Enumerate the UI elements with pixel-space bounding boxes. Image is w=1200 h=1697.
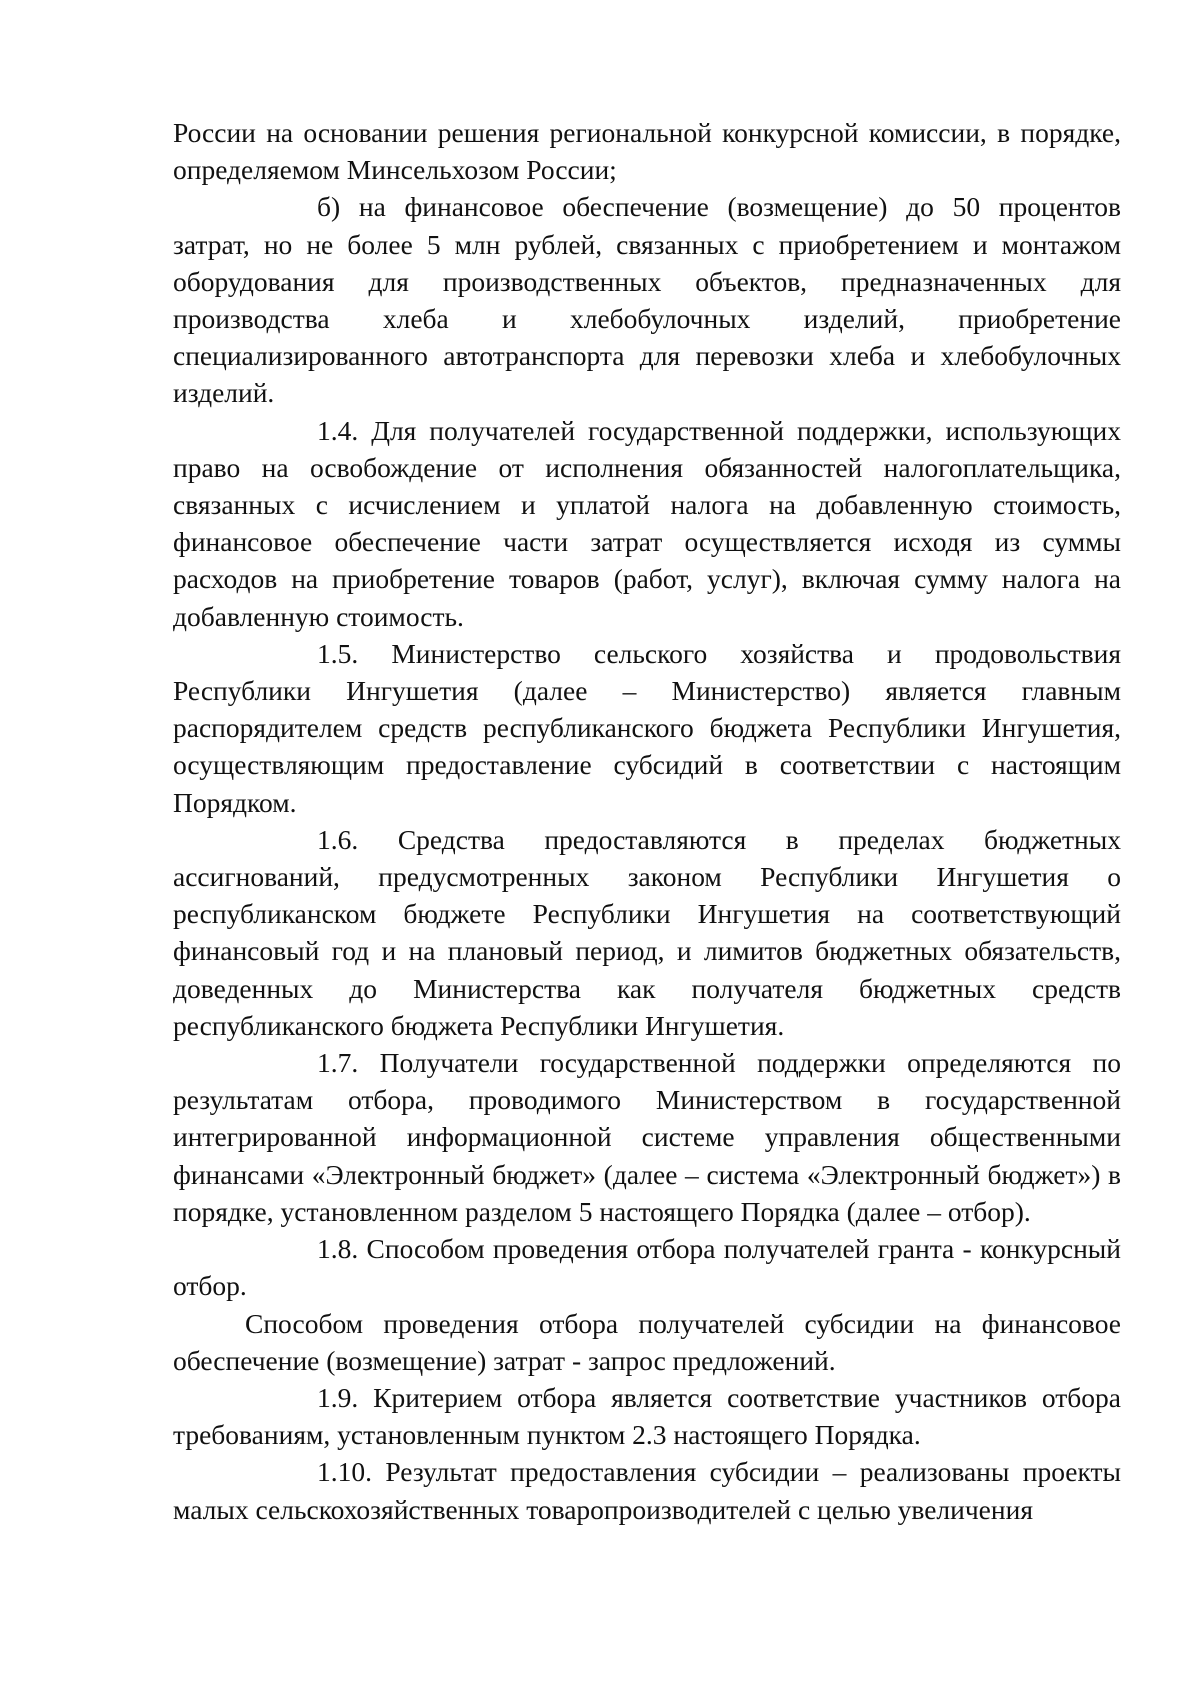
paragraph-text: Способом проведения отбора получателей субсидии на финансовое обеспечение (возмещение) затрат - запрос предложений. [173,1307,1121,1376]
paragraph-text: на финансовое обеспечение (возмещение) до 50 процентов затрат, но не более 5 млн рублей, связанных с приобретением и монтажом оборудования для производственных объектов, предназначенных для производства хлеба и хлебобулочных изделий, приобретение специализированного автотранспорта для перевозки хлеба и хлебобулочных изделий. [173,191,1122,409]
paragraph-text: Для получателей государственной поддержки, использующих право на освобождение от исполнения обязанностей налогоплательщика, связанных с исчислением и уплатой налога на добавленную стоимость, финансовое обеспечение части затрат осуществляется исходя из суммы расходов на приобретение товаров (работ, услуг), включая сумму налога на добавленную стоимость. [173,414,1121,632]
document-body [173,114,1121,1528]
paragraph-clause-1-6 [173,821,1121,1044]
paragraph-clause-1-8 [173,1230,1121,1304]
paragraph-text: Критерием отбора является соответствие участников отбора требованиям, установленным пунктом 2.3 настоящего Порядка. [173,1381,1122,1451]
paragraph-clause-1-4 [173,412,1121,635]
paragraph-number: 1.4. [317,414,359,446]
paragraph-number: 1.10. [317,1456,372,1488]
paragraph-clause-1-10 [173,1453,1121,1527]
paragraph-text: Получатели государственной поддержки определяются по результатам отбора, проводимого Министерством в государственной интегрированной информационной системе управления общественными финансами «Электронный бюджет» (далее – система «Электронный бюджет») в порядке, установленном разделом 5 настоящего Порядка (далее – отбор). [173,1047,1121,1227]
paragraph-continuation [173,114,1121,188]
paragraph-number: 1.5. [317,637,359,669]
paragraph-text: России на основании решения региональной конкурсной комиссии, в порядке, определяемом Минсельхозом России; [173,117,1121,186]
paragraph-text: Результат предоставления субсидии – реализованы проекты малых сельскохозяйственных товаропроизводителей с целью увеличения [173,1456,1121,1525]
paragraph-clause-1-5 [173,635,1121,821]
paragraph-item-b [173,188,1121,411]
paragraph-number: 1.9. [317,1381,359,1413]
paragraph-text: Средства предоставляются в пределах бюджетных ассигнований, предусмотренных законом Республики Ингушетия о республиканском бюджете Республики Ингушетия на соответствующий финансовый год и на плановый период, и лимитов бюджетных обязательств, доведенных до Министерства как получателя бюджетных средств республиканского бюджета Республики Ингушетия. [173,823,1121,1041]
paragraph-number: 1.6. [317,823,359,855]
paragraph-number: 1.8. [317,1233,359,1265]
paragraph-text: Способом проведения отбора получателей гранта - конкурсный отбор. [173,1233,1122,1302]
paragraph-clause-1-8-continuation [173,1305,1121,1379]
paragraph-text: Министерство сельского хозяйства и продовольствия Республики Ингушетия (далее – Министерство) является главным распорядителем средств республиканского бюджета Республики Ингушетия, осуществляющим предоставление субсидий в соответствии с настоящим Порядком. [173,637,1122,818]
paragraph-clause-1-7 [173,1044,1121,1230]
paragraph-clause-1-9 [173,1379,1121,1453]
paragraph-number: 1.7. [317,1047,359,1079]
paragraph-number: б) [317,191,341,223]
